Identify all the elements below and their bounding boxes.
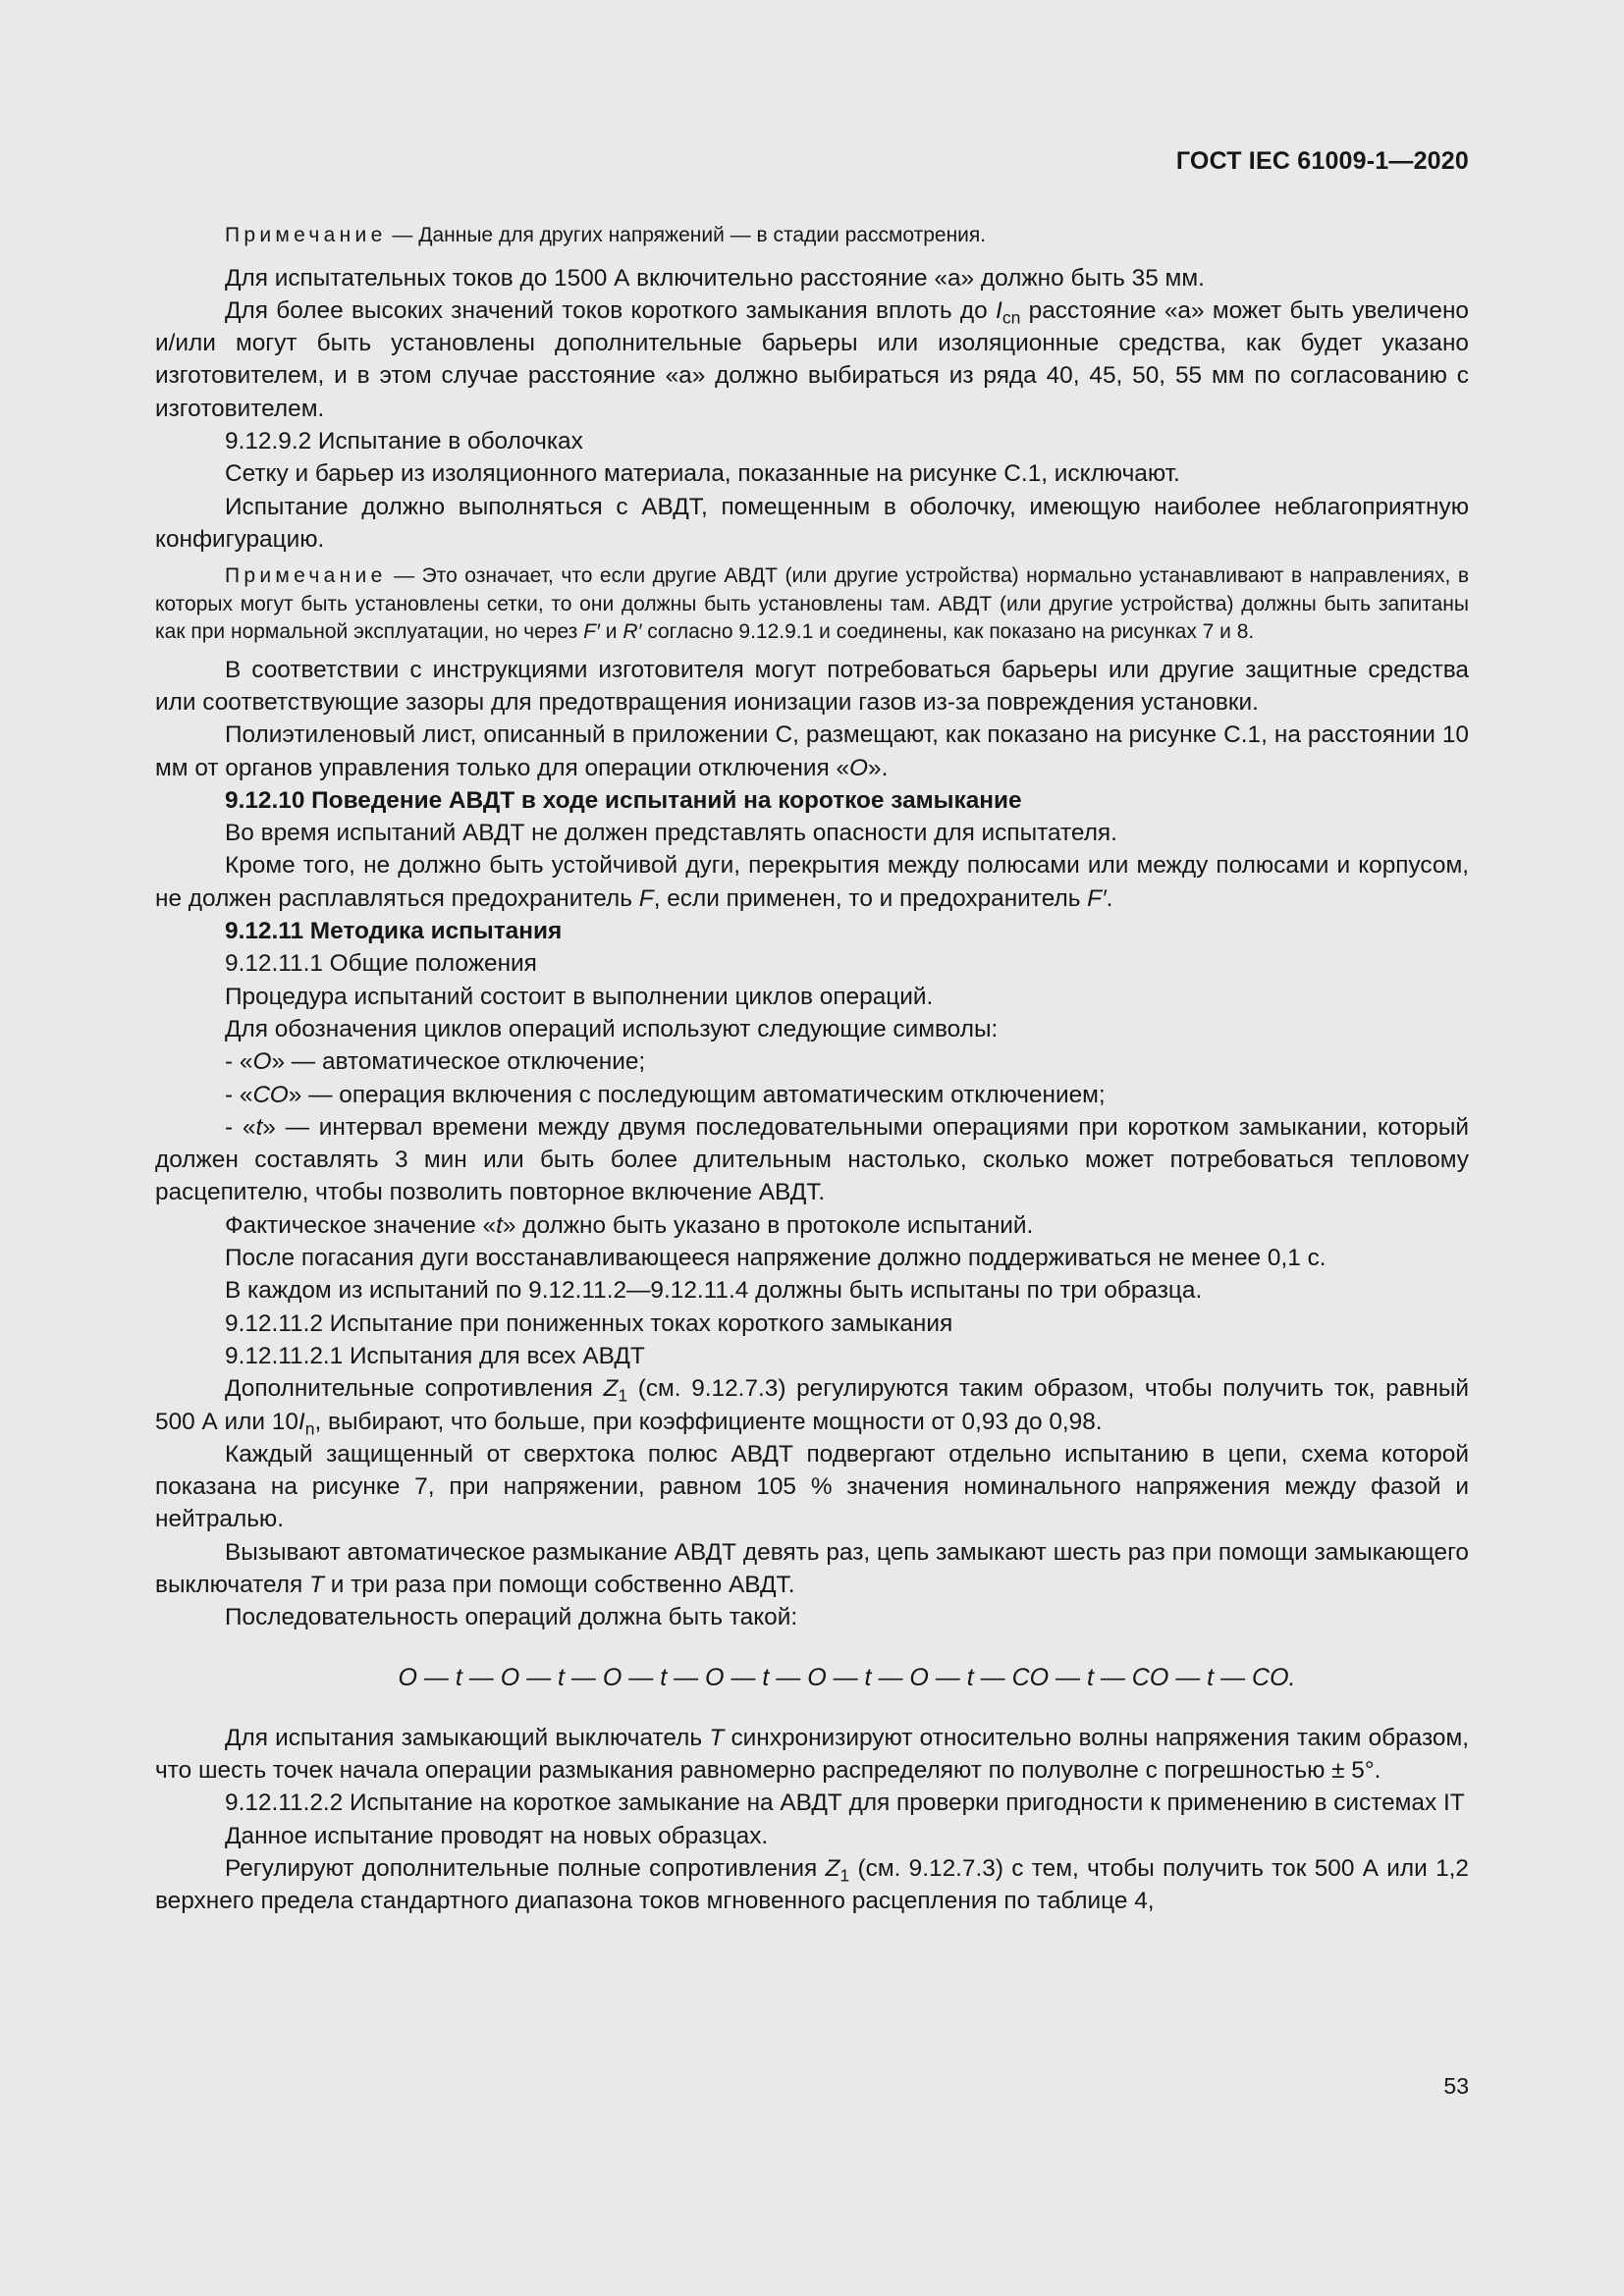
paragraph: Кроме того, не должно быть устойчивой дуги, перекрытия между полюсами или между полюсами и корпусом, не должен расплавляться предохранитель F, если применен, то и предохранитель F′. — [155, 852, 1469, 912]
note-2: Примечание — Это означает, что если другие АВДТ (или другие устройства) нормально устанавливают в направлениях, в которых могут быть установлены сетки, то они должны быть установлены там. АВДТ (или другие устройства) должны быть запитаны как при нормальной эксплуатации, но через F′ и R′ согласно 9.12.9.1 и соединены, как показано на рисунках 7 и 8. — [155, 564, 1469, 644]
paragraph: Последовательность операций должна быть такой: — [225, 1604, 798, 1631]
list-item: - «СО» — операция включения с последующим автоматическим отключением; — [225, 1081, 1106, 1108]
paragraph: Во время испытаний АВДТ не должен представлять опасности для испытателя. — [225, 820, 1117, 847]
paragraph: В каждом из испытаний по 9.12.11.2—9.12.11.4 должны быть испытаны по три образца. — [225, 1277, 1203, 1305]
note-label: Примечание — [225, 564, 387, 588]
paragraph: Дополнительные сопротивления $Z_1$ (см. 9.12.7.3) регулируются таким образом, чтобы получить ток, равный 500 А или $10I_n$, выбирают, что больше, при коэффициенте мощности от 0,93 до 0,98. — [155, 1375, 1469, 1438]
section-heading: 9.12.11.2.2 Испытание на короткое замыкание на АВДТ для проверки пригодности к применению в системах IT — [225, 1789, 1465, 1817]
section-heading: 9.12.11.2 Испытание при пониженных токах короткого замыкания — [225, 1309, 953, 1337]
paragraph: Для обозначения циклов операций используют следующие символы: — [225, 1015, 999, 1042]
paragraph: Вызывают автоматическое размыкание АВДТ девять раз, цепь замыкают шесть раз при помощи замыкающего выключателя Т и три раза при помощи собственно АВДТ. — [155, 1538, 1469, 1598]
section-heading: 9.12.10 Поведение АВДТ в ходе испытаний на короткое замыкание — [225, 786, 1022, 814]
paragraph: Для более высоких значений токов короткого замыкания вплоть до $I_{cn}$ расстояние «а» может быть увеличено и/или могут быть установлены дополнительные барьеры или изоляционные средства, как будет указано изготовителем, и в этом случае расстояние «а» должно выбираться из ряда 40, 45, 50, 55 мм по согласованию с изготовителем. — [155, 296, 1469, 422]
paragraph: Для испытания замыкающий выключатель Т синхронизируют относительно волны напряжения таким образом, что шесть точек начала операции размыкания равномерно распределяют по полуволне с погрешностью ± 5°. — [155, 1724, 1469, 1785]
section-heading: 9.12.11.1 Общие положения — [225, 950, 537, 978]
list-item: - «t» — интервал времени между двумя последовательными операциями при коротком замыкании, который должен составлять 3 мин или быть более длительным настолько, сколько может потребоваться тепловому расцепителю, чтобы позволить повторное включение АВДТ. — [155, 1113, 1469, 1206]
paragraph: Фактическое значение «t» должно быть указано в протоколе испытаний. — [225, 1211, 1034, 1239]
paragraph: Полиэтиленовый лист, описанный в приложении С, размещают, как показано на рисунке С.1, на расстоянии 10 мм от органов управления только для операции отключения «О». — [155, 721, 1469, 781]
paragraph: Данное испытание проводят на новых образцах. — [225, 1822, 769, 1849]
paragraph: В соответствии с инструкциями изготовителя могут потребоваться барьеры или другие защитные средства или соответствующие зазоры для предотвращения ионизации газов из-за повреждения установки. — [155, 656, 1469, 716]
paragraph: После погасания дуги восстанавливающееся напряжение должно поддерживаться не менее 0,1 с. — [225, 1245, 1326, 1272]
note-1: Примечание — Данные для других напряжений — в стадии рассмотрения. — [225, 224, 987, 246]
paragraph: Регулируют дополнительные полные сопротивления $Z_1$ (см. 9.12.7.3) с тем, чтобы получить ток 500 А или 1,2 верхнего предела стандартного диапазона токов мгновенного расцепления по таблице 4, — [155, 1855, 1469, 1915]
paragraph: Сетку и барьер из изоляционного материала, показанные на рисунке С.1, исключают. — [225, 460, 1180, 488]
paragraph: Каждый защищенный от сверхтока полюс АВДТ подвергают отдельно испытанию в цепи, схема которой показана на рисунке 7, при напряжении, равном 105 % значения номинального напряжения между фазой и нейтралью. — [155, 1440, 1469, 1533]
paragraph: Для испытательных токов до 1500 А включительно расстояние «а» должно быть 35 мм. — [225, 264, 1205, 292]
page-number: 53 — [1443, 2073, 1469, 2099]
section-heading: 9.12.11 Методика испытания — [225, 918, 563, 945]
page-content — [155, 222, 1469, 1918]
document-code-header: ГОСТ IEC 61009-1—2020 — [1175, 147, 1469, 175]
note-label: Примечание — [225, 224, 387, 246]
section-heading: 9.12.9.2 Испытание в оболочках — [225, 427, 583, 454]
paragraph: Процедура испытаний состоит в выполнении циклов операций. — [225, 983, 934, 1010]
section-heading: 9.12.11.2.1 Испытания для всех АВДТ — [225, 1342, 645, 1369]
operation-sequence-formula: O — t — O — t — O — t — O — t — O — t — O — t — CO — t — CO — t — CO. — [398, 1663, 1296, 1691]
paragraph: Испытание должно выполняться с АВДТ, помещенным в оболочку, имеющую наиболее неблагоприятную конфигурацию. — [155, 493, 1469, 553]
list-item: - «О» — автоматическое отключение; — [225, 1048, 646, 1076]
